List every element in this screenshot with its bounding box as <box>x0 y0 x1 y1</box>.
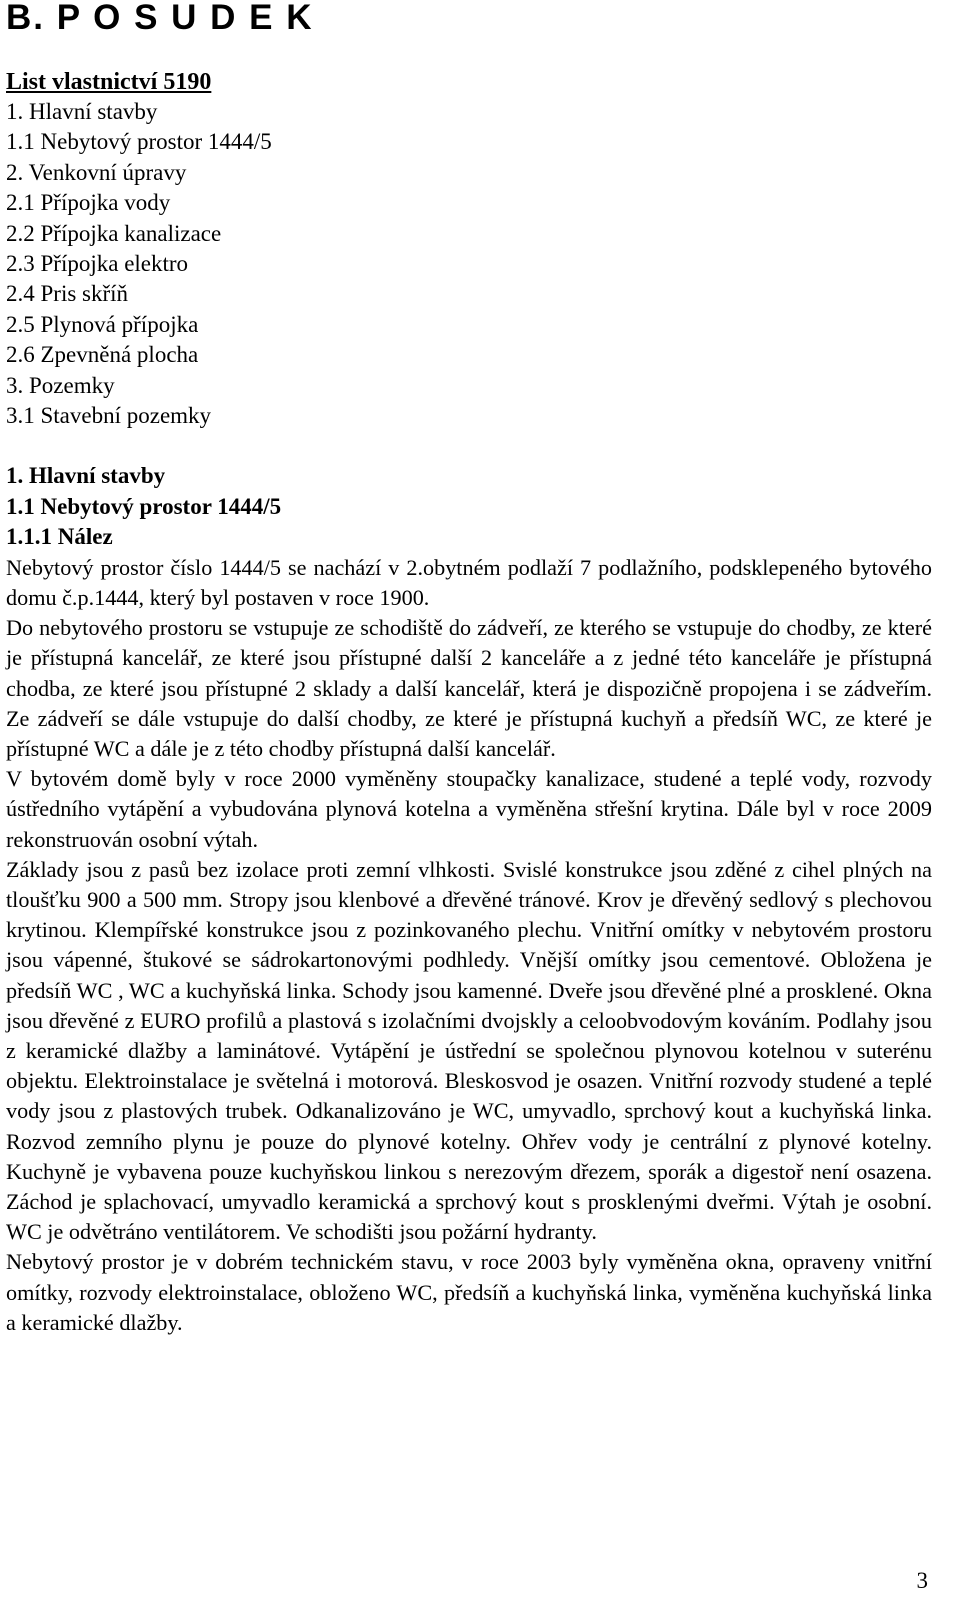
toc-item: 2.1 Přípojka vody <box>6 190 171 216</box>
document-title: B. P O S U D E K <box>6 0 314 37</box>
document-page <box>6 0 932 1338</box>
paragraph: V bytovém domě byly v roce 2000 vyměněny stoupačky kanalizace, studené a teplé vody, rozvody ústředního vytápění a vybudována plynová kotelna a vyměněna střešní krytina. Dále byl v roce 2009 rekonstruován osobní výtah. <box>6 766 932 852</box>
section-heading-1: 1. Hlavní stavby <box>6 463 166 489</box>
toc-item: 3. Pozemky <box>6 372 115 398</box>
toc-item: 1. Hlavní stavby <box>6 99 158 124</box>
toc-item: 2.6 Zpevněná plocha <box>6 342 199 368</box>
toc-item: 1.1 Nebytový prostor 1444/5 <box>6 129 272 155</box>
paragraph: Nebytový prostor je v dobrém technickém stavu, v roce 2003 byly vyměněna okna, opraveny vnitřní omítky, rozvody elektroinstalace, obloženo WC, předsíň a kuchyňská linka, vyměněna kuchyňská linka a keramické dlažby. <box>6 1249 932 1335</box>
toc-item: 2.5 Plynová přípojka <box>6 311 199 337</box>
paragraph: Do nebytového prostoru se vstupuje ze schodiště do zádveří, ze kterého se vstupuje do chodby, ze které je přístupná kancelář, ze které jsou přístupné další 2 kanceláře a z jedné této kanceláře je přístupná chodba, ze které jsou přístupné 2 sklady a další kancelář, která je dispozičně propojena i se zádveřím. Ze zádveří se dále vstupuje do další chodby, ze které je přístupná kuchyň a předsíň WC, ze které je přístupné WC a dále je z této chodby přístupná další kancelář. <box>6 615 932 761</box>
ownership-list-heading: List vlastnictví 5190 <box>6 69 212 95</box>
toc-item: 2.2 Přípojka kanalizace <box>6 220 222 246</box>
toc-item: 2.3 Přípojka elektro <box>6 251 189 277</box>
section-heading-3: 1.1.1 Nález <box>6 524 113 550</box>
page-number: 3 <box>916 1568 928 1593</box>
paragraph: Základy jsou z pasů bez izolace proti zemní vlhkosti. Svislé konstrukce jsou zděné z cihel plných na tloušťku 900 a 500 mm. Stropy jsou klenbové a dřevěné tránové. Krov je dřevěný sedlový s plechovou krytinou. Klempířské konstrukce jsou z pozinkovaného plechu. Vnitřní omítky v nebytovém prostoru jsou vápenné, štukové se sádrokartonovými podhledy. Vnější omítky jsou cementové. Obložena je předsíň WC , WC a kuchyňská linka. Schody jsou kamenné. Dveře jsou dřevěné plné a prosklené. Okna jsou dřevěné z EURO profilů a plastová s izolačními dvojskly a celoobvodovým kováním. Podlahy jsou z keramické dlažby a laminátové. Vytápění je ústřední se společnou plynovou kotelnou v suterénu objektu. Elektroinstalace je světelná i motorová. Bleskosvod je osazen. Vnitřní rozvody studené a teplé vody jsou z plastových trubek. Odkanalizováno je WC, umyvadlo, sprchový kout a kuchyňská linka. Rozvod zemního plynu je pouze do plynové kotelny. Ohřev vody je centrální z plynové kotelny. Kuchyně je vybavena pouze kuchyňskou linkou s nerezovým dřezem, sporák a digestoř není osazena. Záchod je splachovací, umyvadlo keramická a sprchový kout s prosklenými dveřmi. Výtah je osobní. WC je odvětráno ventilátorem. Ve schodišti jsou požární hydranty. <box>6 856 932 1245</box>
toc-item: 2. Venkovní úpravy <box>6 159 187 185</box>
toc-item: 2.4 Pris skříň <box>6 281 129 307</box>
table-of-contents <box>6 97 932 431</box>
section-main-buildings <box>6 461 932 1338</box>
section-heading-2: 1.1 Nebytový prostor 1444/5 <box>6 493 282 519</box>
paragraph: Nebytový prostor číslo 1444/5 se nachází v 2.obytném podlaží 7 podlažního, podsklepeného bytového domu č.p.1444, který byl postaven v roce 1900. <box>6 554 932 610</box>
toc-item: 3.1 Stavební pozemky <box>6 403 212 429</box>
